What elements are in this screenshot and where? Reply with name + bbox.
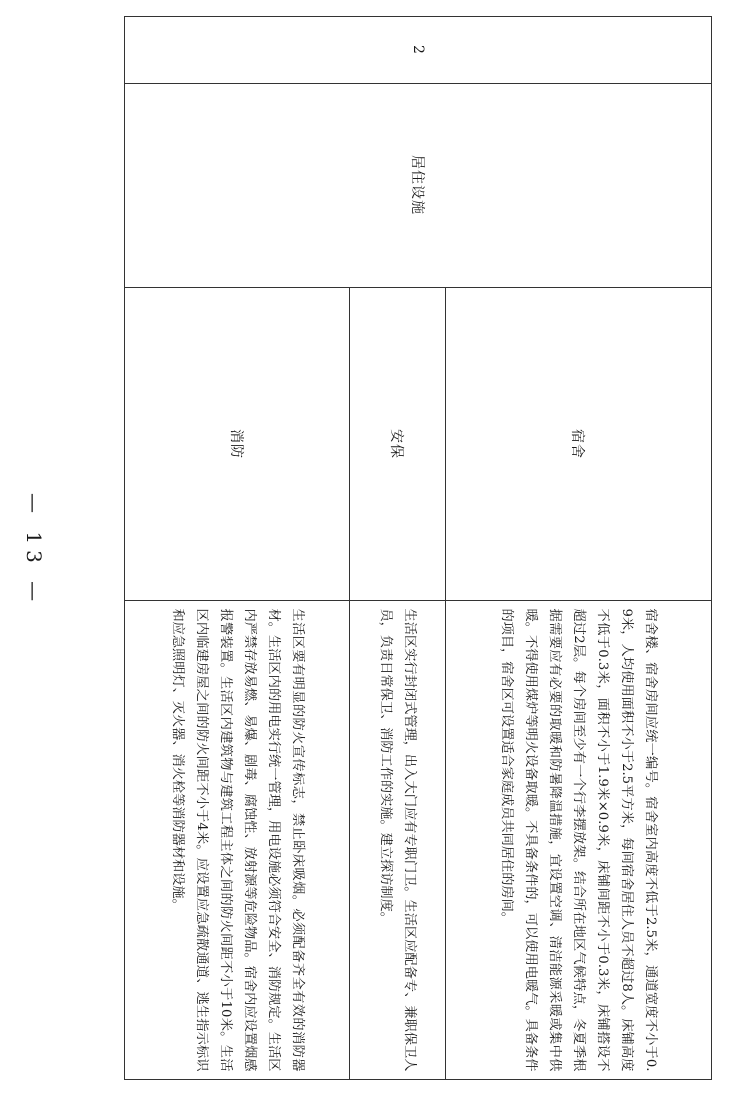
page-number bbox=[14, 470, 54, 630]
item-label-dormitory: 宿舍 bbox=[569, 428, 585, 459]
content-cell-security bbox=[349, 600, 445, 1079]
content-fire: 生活区要有明显的防火宣传标志，禁止卧床吸烟。必须配备齐全有效的消防器材。生活区内的用电实行统一管理，用电设施必须符合安全、消防规定。生活区内严禁存放易燃、易爆、剧毒、腐蚀性、放射源等危险物品。宿舍内应设置烟感报警装置。生活区内建筑物与建筑工程主体之间的防火间距不小于10米。生活区内临建房屋之间的防火间距不小于4米。应设置应急疏散通道、逃生指示标识和应急照明灯、灭火器、消火栓等消防器材和设施。 bbox=[170, 608, 305, 1071]
item-cell-security bbox=[349, 287, 445, 600]
content-cell-fire bbox=[125, 600, 349, 1079]
item-cell-dormitory bbox=[445, 287, 711, 600]
content-cell-dormitory bbox=[445, 600, 711, 1079]
page-number-text: — 13 — bbox=[22, 492, 46, 608]
category-label: 居住设施 bbox=[409, 155, 425, 215]
rotated-table bbox=[124, 16, 712, 1080]
header-number: 2 bbox=[410, 45, 426, 55]
content-security: 生活区实行封闭式管理，出入大门应有专职门卫。生活区应配备专、兼职保卫人员，负责日常保卫、消防工作的实施。建立探访制度。 bbox=[378, 608, 417, 1071]
header-number-cell bbox=[125, 17, 711, 83]
item-label-fire: 消防 bbox=[228, 428, 244, 459]
item-cell-fire bbox=[125, 287, 349, 600]
item-label-security: 安保 bbox=[388, 428, 404, 459]
content-dormitory: 宿舍楼、宿舍房间应统一编号。宿舍室内高度不低于2.5米，通道宽度不小于0.9米，人均使用面积不小于2.5平方米，每间宿舍居住人员不超过8人。床铺高度不低于0.3米，面积不小于1.9米×0.9米，床铺间距不小于0.3米，床铺搭设不超过2层。每个房间至少有一个行李摆放架。结合所在地区气候特点，冬夏季根据需要应有必要的取暖和防暑降温措施，宜设置空调、清洁能源采暖或集中供暖。不得使用煤炉等明火设备取暖。不具备条件的，可以使用电暖气。具备条件的项目，宿舍区可设置适合家庭成员共同居住的房间。 bbox=[499, 608, 658, 1071]
category-cell bbox=[125, 83, 711, 287]
